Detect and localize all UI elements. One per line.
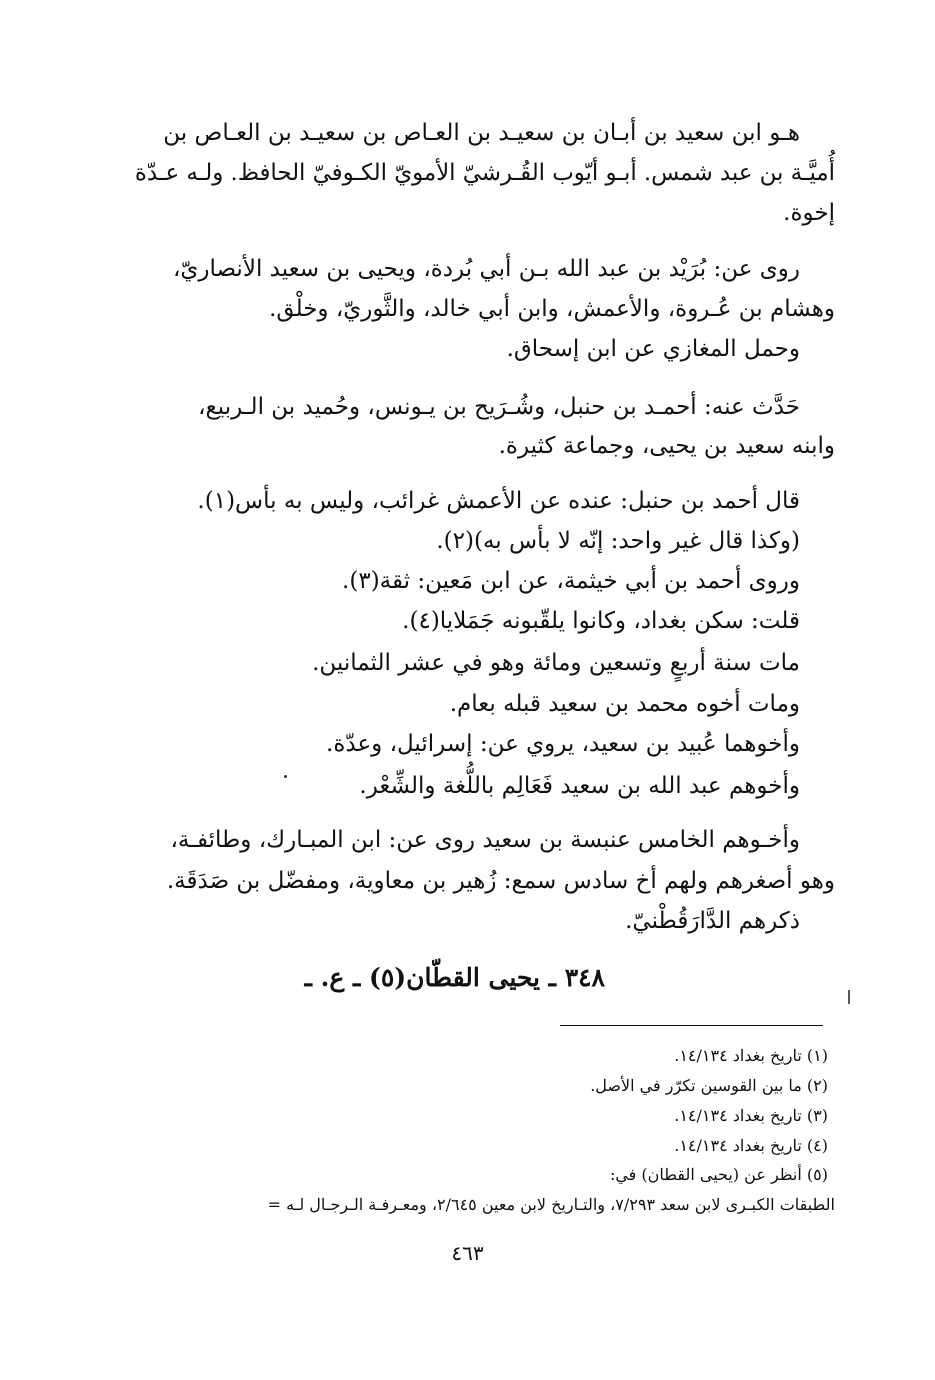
footnote: (٣) تاريخ بغداد ١٤/١٣٤.	[674, 1106, 828, 1125]
text-line: وابنه سعيد بن يحيى، وجماعة كثيرة.	[498, 433, 835, 459]
page-number: ٤٦٣	[451, 1241, 484, 1265]
footnote-continuation: الطبقات الكبـرى لابن سعد ٧/٢٩٣، والتـاريخ لابن معين ٢/٦٤٥، ومعـرفـة الـرجـال لـه =	[267, 1195, 835, 1214]
scan-speck	[284, 775, 287, 778]
text-line: وأخوهم عبد الله بن سعيد فَعَالِم باللُّغة والشِّعْر.	[359, 773, 800, 799]
text-line: حَدَّث عنه: أحمـد بن حنبل، وشُـرَيح بن يـونس، وحُميد بن الـربيع،	[198, 394, 800, 420]
footnote: (١) تاريخ بغداد ١٤/١٣٤.	[674, 1046, 828, 1065]
text-line: (وكذا قال غير واحد: إنّه لا بأس به)(٢).	[436, 528, 800, 554]
text-line: قلت: سكن بغداد، وكانوا يلقّبونه جَمَلايا(٤).	[402, 608, 800, 634]
footnote: (٥) أنظر عن (يحيى القطان) في:	[609, 1165, 828, 1184]
text-line: ومات أخوه محمد بن سعيد قبله بعام.	[449, 691, 800, 717]
text-line: وحمل المغازي عن ابن إسحاق.	[506, 336, 800, 362]
text-line: قال أحمد بن حنبل: عنده عن الأعمش غرائب، وليس به بأس(١).	[197, 488, 800, 514]
text-line: وأخوهما عُبيد بن سعيد، يروي عن: إسرائيل، وعدّة.	[326, 731, 800, 757]
text-line: هـو ابن سعيد بن أبـان بن سعيـد بن العـاص بن سعيـد بن العـاص بن	[163, 120, 800, 146]
footnote: (٢) ما بين القوسين تكرّر في الأصل.	[590, 1076, 828, 1095]
text-line: مات سنة أربعٍ وتسعين ومائة وهو في عشر الثمانين.	[312, 650, 800, 676]
footnote-divider	[560, 1025, 823, 1026]
entry-heading: ٣٤٨ ـ يحيى القطّان(٥) ـ ع. ـ	[304, 963, 605, 992]
text-line: روى عن: بُرَيْد بن عبد الله بـن أبي بُردة، ويحيى بن سعيد الأنصاريّ،	[172, 256, 800, 282]
text-line: ذكرهم الدَّارَقُطْنيّ.	[625, 908, 800, 934]
text-line: إخوة.	[783, 200, 835, 226]
text-line: وهو أصغرهم ولهم أخ سادس سمع: زُهير بن معاوية، ومفضّل بن صَدَقَة.	[166, 868, 835, 894]
text-line: وهشام بن عُـروة، والأعمش، وابن أبي خالد، والثَّوريّ، وخلْق.	[269, 296, 835, 322]
text-line: أُميَّـة بن عبد شمس. أبـو أيّوب القُـرشيّ الأمويّ الكـوفيّ الحافظ. ولـه عـدّة	[134, 160, 835, 186]
text-line: وأخـوهم الخامس عنبسة بن سعيد روى عن: ابن المبـارك، وطائفـة،	[170, 827, 800, 853]
scan-mark	[848, 990, 850, 1004]
footnote: (٤) تاريخ بغداد ١٤/١٣٤.	[674, 1136, 828, 1155]
text-line: وروى أحمد بن أبي خيثمة، عن ابن مَعين: ثقة(٣).	[342, 568, 800, 594]
